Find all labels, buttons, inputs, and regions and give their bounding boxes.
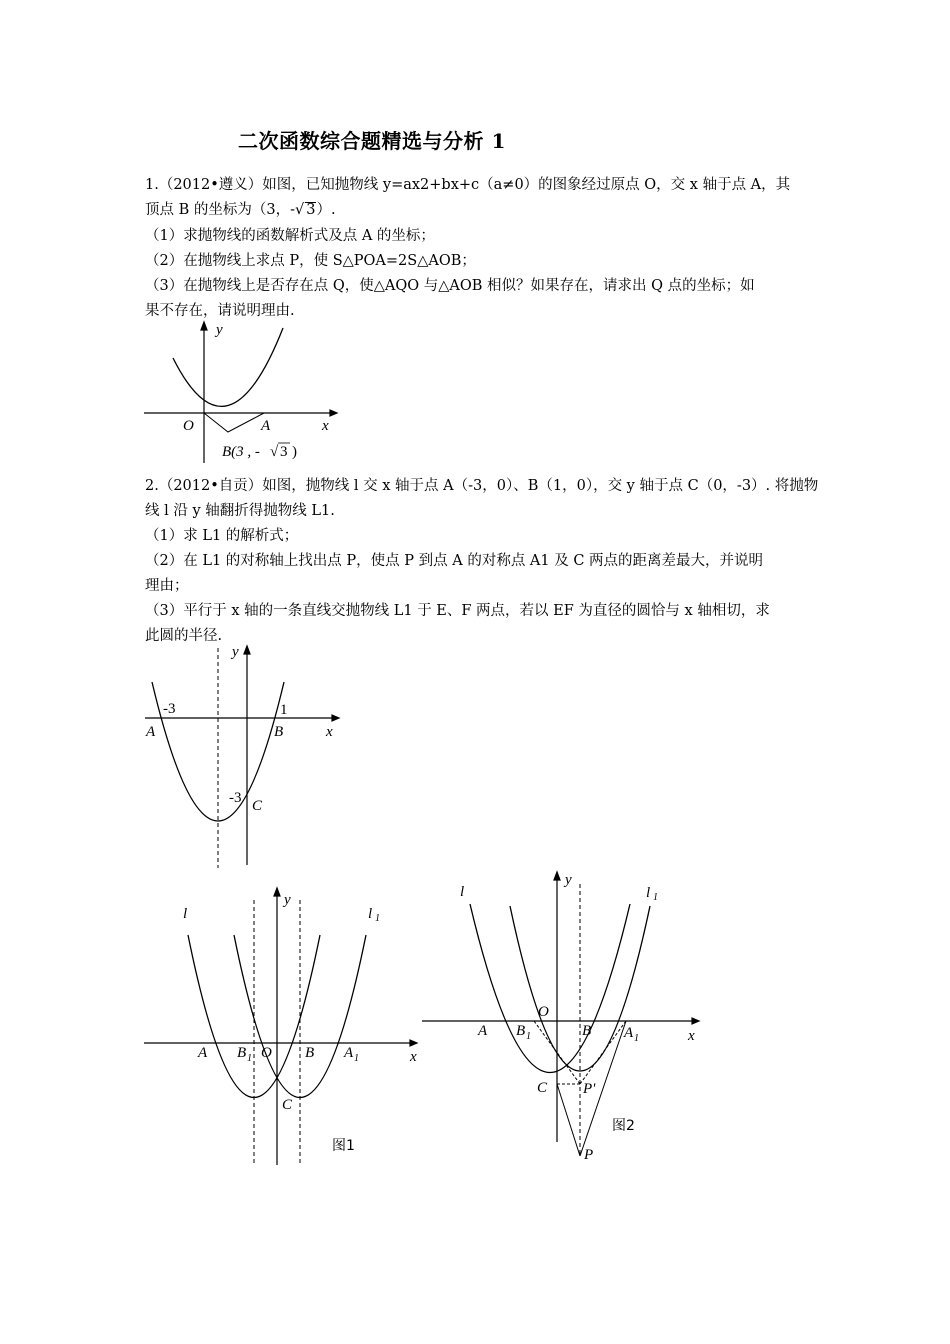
- y-label: y: [284, 892, 291, 908]
- x-label: x: [688, 1028, 695, 1044]
- figure-2: [420, 866, 710, 1166]
- q1-part3a: （3）在抛物线上是否存在点 Q，使△AQO 与△AOB 相似？如果存在，请求出 Q 点的坐标；如: [145, 278, 755, 294]
- point-c-label: C: [537, 1080, 548, 1096]
- point-b-end: ): [292, 444, 297, 460]
- q2-figure-main: [140, 640, 350, 870]
- point-p-prime-label: P': [583, 1081, 596, 1097]
- y-axis-arrow: [274, 888, 280, 896]
- q1-part1: （1）求抛物线的函数解析式及点 A 的坐标；: [145, 228, 435, 244]
- q1-sqrt: 3: [306, 202, 316, 218]
- point-c-label: C: [282, 1097, 293, 1113]
- point-a-label: A: [478, 1023, 488, 1039]
- q2-part3a: （3）平行于 x 轴的一条直线交抛物线 L1 于 E、F 两点，若以 EF 为直径的圆恰与 x 轴相切，求: [145, 603, 770, 619]
- page-title: 二次函数综合题精选与分析 1: [238, 129, 506, 153]
- x-axis-arrow: [410, 1040, 417, 1046]
- origin-label: O: [538, 1004, 549, 1020]
- point-b1-label: B: [516, 1023, 526, 1039]
- y-axis-arrow: [554, 872, 560, 880]
- q1-line2b: ）.: [316, 202, 336, 218]
- point-b1-sub: 1: [247, 1053, 252, 1064]
- x-label: x: [326, 724, 333, 740]
- q1-line2a: 顶点 B 的坐标为（3，-: [145, 202, 295, 218]
- line-cp: [557, 1084, 580, 1156]
- point-c-label: C: [252, 798, 263, 814]
- q2-line1: 2.（2012•自贡）如图，抛物线 l 交 x 轴于点 A（-3，0）、B（1，0），交 y 轴于点 C（0，-3）. 将抛物: [145, 478, 819, 494]
- point-b1-sub: 1: [526, 1031, 531, 1042]
- point-a1-sub: 1: [354, 1053, 359, 1064]
- y-label: y: [565, 872, 572, 888]
- point-a-label: A: [198, 1045, 208, 1061]
- q2-part2b: 理由；: [145, 578, 189, 594]
- q2-part2a: （2）在 L1 的对称轴上找出点 P，使点 P 到点 A 的对称点 A1 及 C 两点的距离差最大，并说明: [145, 553, 764, 569]
- figure-1-caption: 图1: [332, 1138, 355, 1154]
- q2-part1: （1）求 L1 的解析式；: [145, 528, 299, 544]
- l1-label: l: [646, 885, 651, 901]
- sqrt-sign: √: [270, 444, 279, 460]
- point-b-label: B(3 , -: [222, 444, 260, 460]
- point-b-sqrt: 3: [280, 444, 288, 460]
- q2-part3b: 此圆的半径.: [145, 628, 223, 644]
- y-label: y: [216, 322, 223, 338]
- q1-part3b: 果不存在，请说明理由.: [145, 303, 295, 319]
- point-a-label: A: [146, 724, 156, 740]
- l1-label: l: [368, 906, 373, 922]
- minus3-x-label: -3: [163, 701, 176, 717]
- parabola: [173, 328, 283, 406]
- q2-line2: 线 l 沿 y 轴翻折得抛物线 L1.: [145, 503, 335, 519]
- point-b-label: B: [274, 724, 284, 740]
- origin-label: O: [261, 1045, 272, 1061]
- sqrt-sign: √: [295, 202, 305, 218]
- origin-label: O: [183, 418, 194, 434]
- q1-line2: [145, 200, 336, 220]
- point-p-label: P: [584, 1147, 594, 1163]
- point-b-label: B: [582, 1023, 592, 1039]
- point-a1-sub: 1: [634, 1033, 639, 1044]
- point-a1-label: A: [344, 1045, 354, 1061]
- l-label: l: [460, 884, 465, 900]
- q1-figure: [140, 318, 340, 468]
- x-label: x: [410, 1049, 417, 1065]
- l1-sub: 1: [375, 913, 380, 924]
- figure-2-caption: 图2: [612, 1118, 635, 1134]
- point-a-label: A: [261, 418, 271, 434]
- figure-1: [140, 880, 430, 1170]
- q1-part2: （2）在抛物线上求点 P，使 S△POA=2S△AOB；: [145, 253, 476, 269]
- y-label: y: [232, 644, 239, 660]
- x-axis-arrow: [692, 1018, 699, 1024]
- y-axis-arrow: [244, 646, 250, 654]
- minus3-y-label: -3: [229, 790, 242, 806]
- l-label: l: [183, 906, 188, 922]
- x-label: x: [322, 418, 329, 434]
- point-b1-label: B: [237, 1045, 247, 1061]
- l1-sub: 1: [653, 892, 658, 903]
- q1-line1: 1.（2012•遵义）如图，已知抛物线 y=ax2+bx+c（a≠0）的图象经过原点 O，交 x 轴于点 A，其: [145, 177, 791, 193]
- triangle-oab: [204, 413, 264, 432]
- point-b-label: B: [305, 1045, 315, 1061]
- x-axis-arrow: [330, 410, 337, 416]
- point-a1-label: A: [624, 1025, 634, 1041]
- one-label: 1: [280, 702, 288, 718]
- x-axis-arrow: [332, 715, 339, 721]
- y-axis-arrow: [201, 322, 207, 330]
